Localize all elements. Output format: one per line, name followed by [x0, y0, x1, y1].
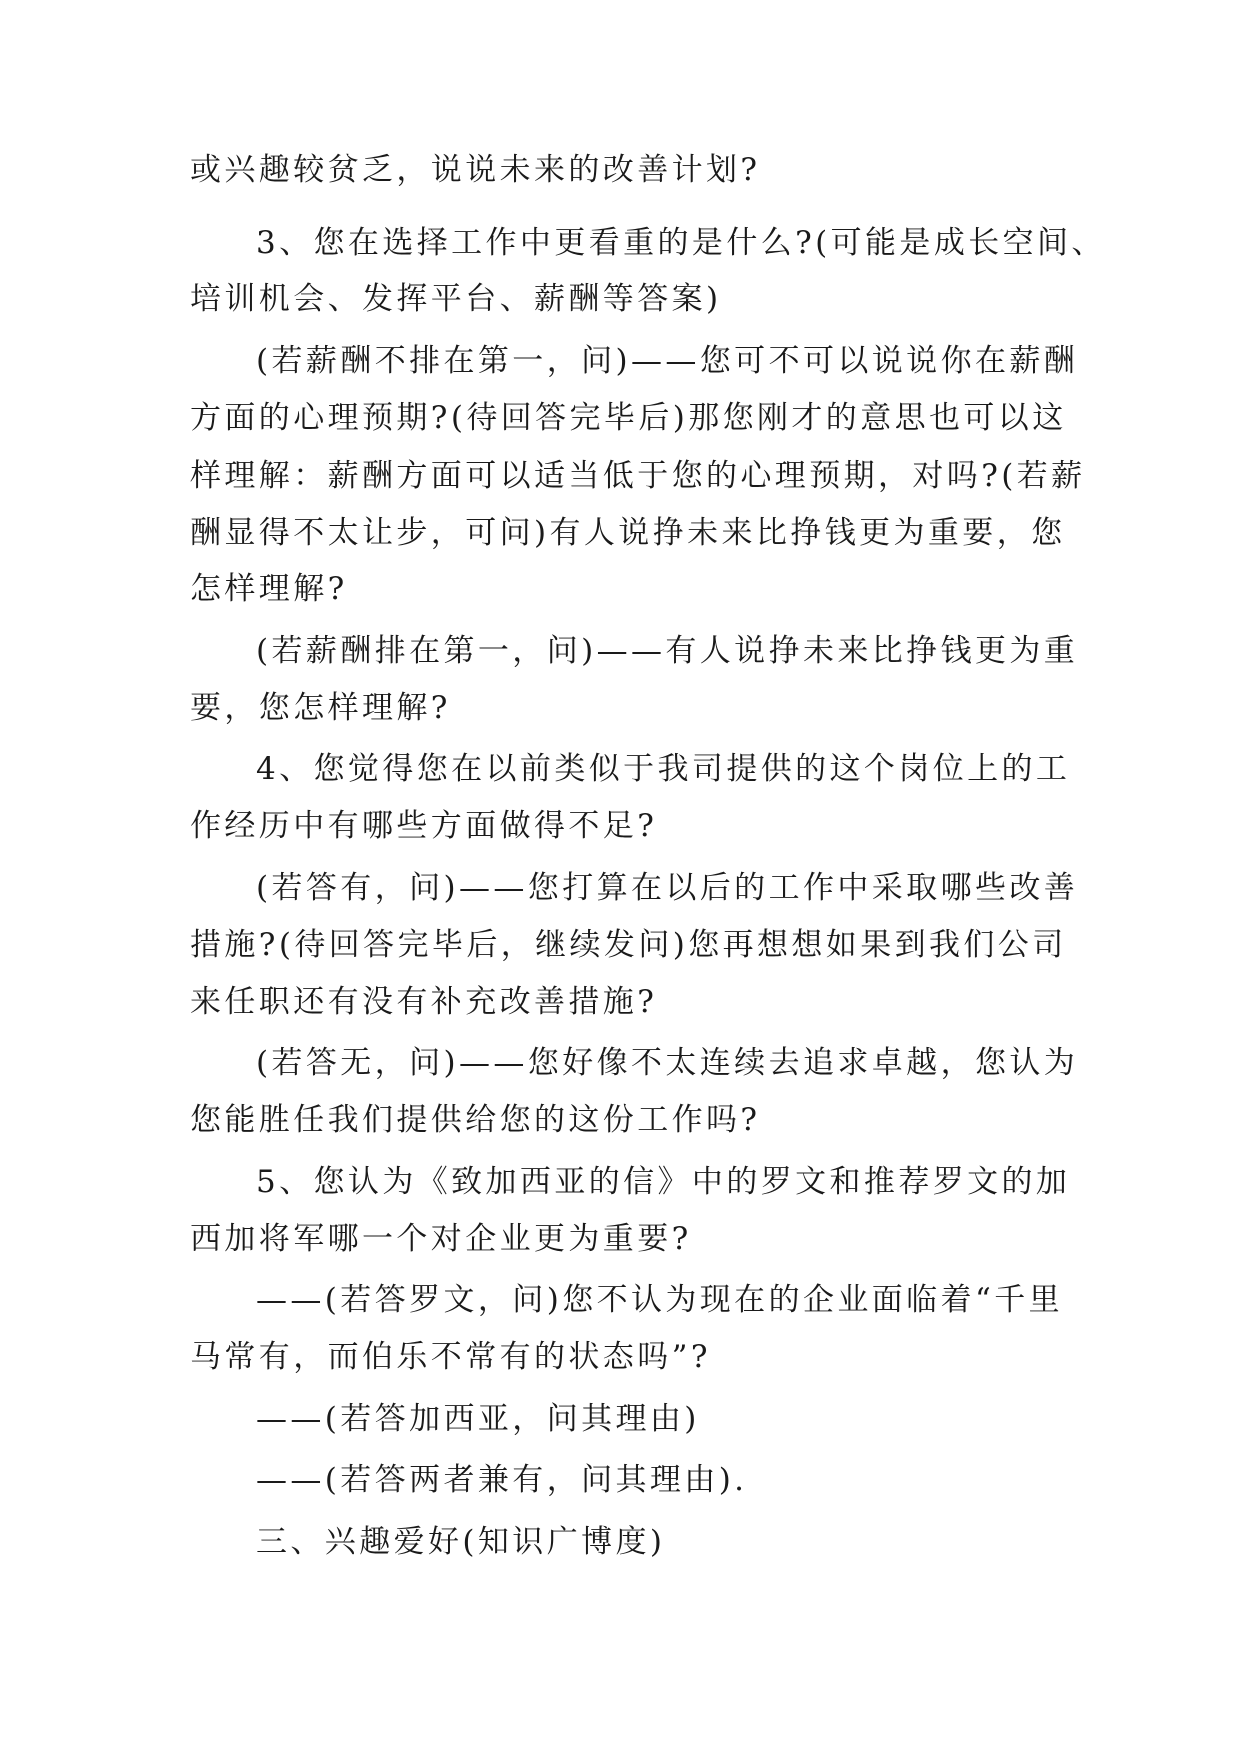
text-line-2: 3、您在选择工作中更看重的是什么?(可能是成长空间、 — [256, 225, 1106, 261]
text-line-13: (若答有，问)——您打算在以后的工作中采取哪些改善 — [256, 870, 1079, 906]
text-line-17: 您能胜任我们提供给您的这份工作吗? — [190, 1102, 761, 1138]
text-line-5: 方面的心理预期?(待回答完毕后)那您刚才的意思也可以这 — [190, 400, 1067, 436]
text-line-7: 酬显得不太让步，可问)有人说挣未来比挣钱更为重要，您 — [190, 515, 1066, 551]
text-line-21: 马常有，而伯乐不常有的状态吗”? — [190, 1339, 711, 1375]
text-line-18: 5、您认为《致加西亚的信》中的罗文和推荐罗文的加 — [256, 1164, 1071, 1200]
text-line-8: 怎样理解? — [190, 571, 348, 607]
text-line-22: ——(若答加西亚，问其理由) — [256, 1401, 700, 1437]
text-line-20: ——(若答罗文，问)您不认为现在的企业面临着“千里 — [256, 1282, 1064, 1318]
text-line-11: 4、您觉得您在以前类似于我司提供的这个岗位上的工 — [256, 751, 1071, 787]
text-line-19: 西加将军哪一个对企业更为重要? — [190, 1221, 692, 1257]
text-line-9: (若薪酬排在第一，问)——有人说挣未来比挣钱更为重 — [256, 633, 1079, 669]
text-line-23: ——(若答两者兼有，问其理由). — [256, 1462, 748, 1498]
text-line-16: (若答无，问)——您好像不太连续去追求卓越，您认为 — [256, 1045, 1079, 1081]
text-line-14: 措施?(待回答完毕后，继续发问)您再想想如果到我们公司 — [190, 927, 1067, 963]
text-line-6: 样理解：薪酬方面可以适当低于您的心理预期，对吗?(若薪 — [190, 458, 1086, 494]
text-line-15: 来任职还有没有补充改善措施? — [190, 984, 658, 1020]
text-line-1: 或兴趣较贫乏，说说未来的改善计划? — [190, 152, 761, 188]
text-line-3: 培训机会、发挥平台、薪酬等答案) — [190, 281, 722, 317]
text-line-12: 作经历中有哪些方面做得不足? — [190, 808, 658, 844]
text-line-4: (若薪酬不排在第一，问)——您可不可以说说你在薪酬 — [256, 343, 1079, 379]
section-heading: 三、兴趣爱好(知识广博度) — [256, 1524, 666, 1560]
text-line-10: 要，您怎样理解? — [190, 690, 451, 726]
